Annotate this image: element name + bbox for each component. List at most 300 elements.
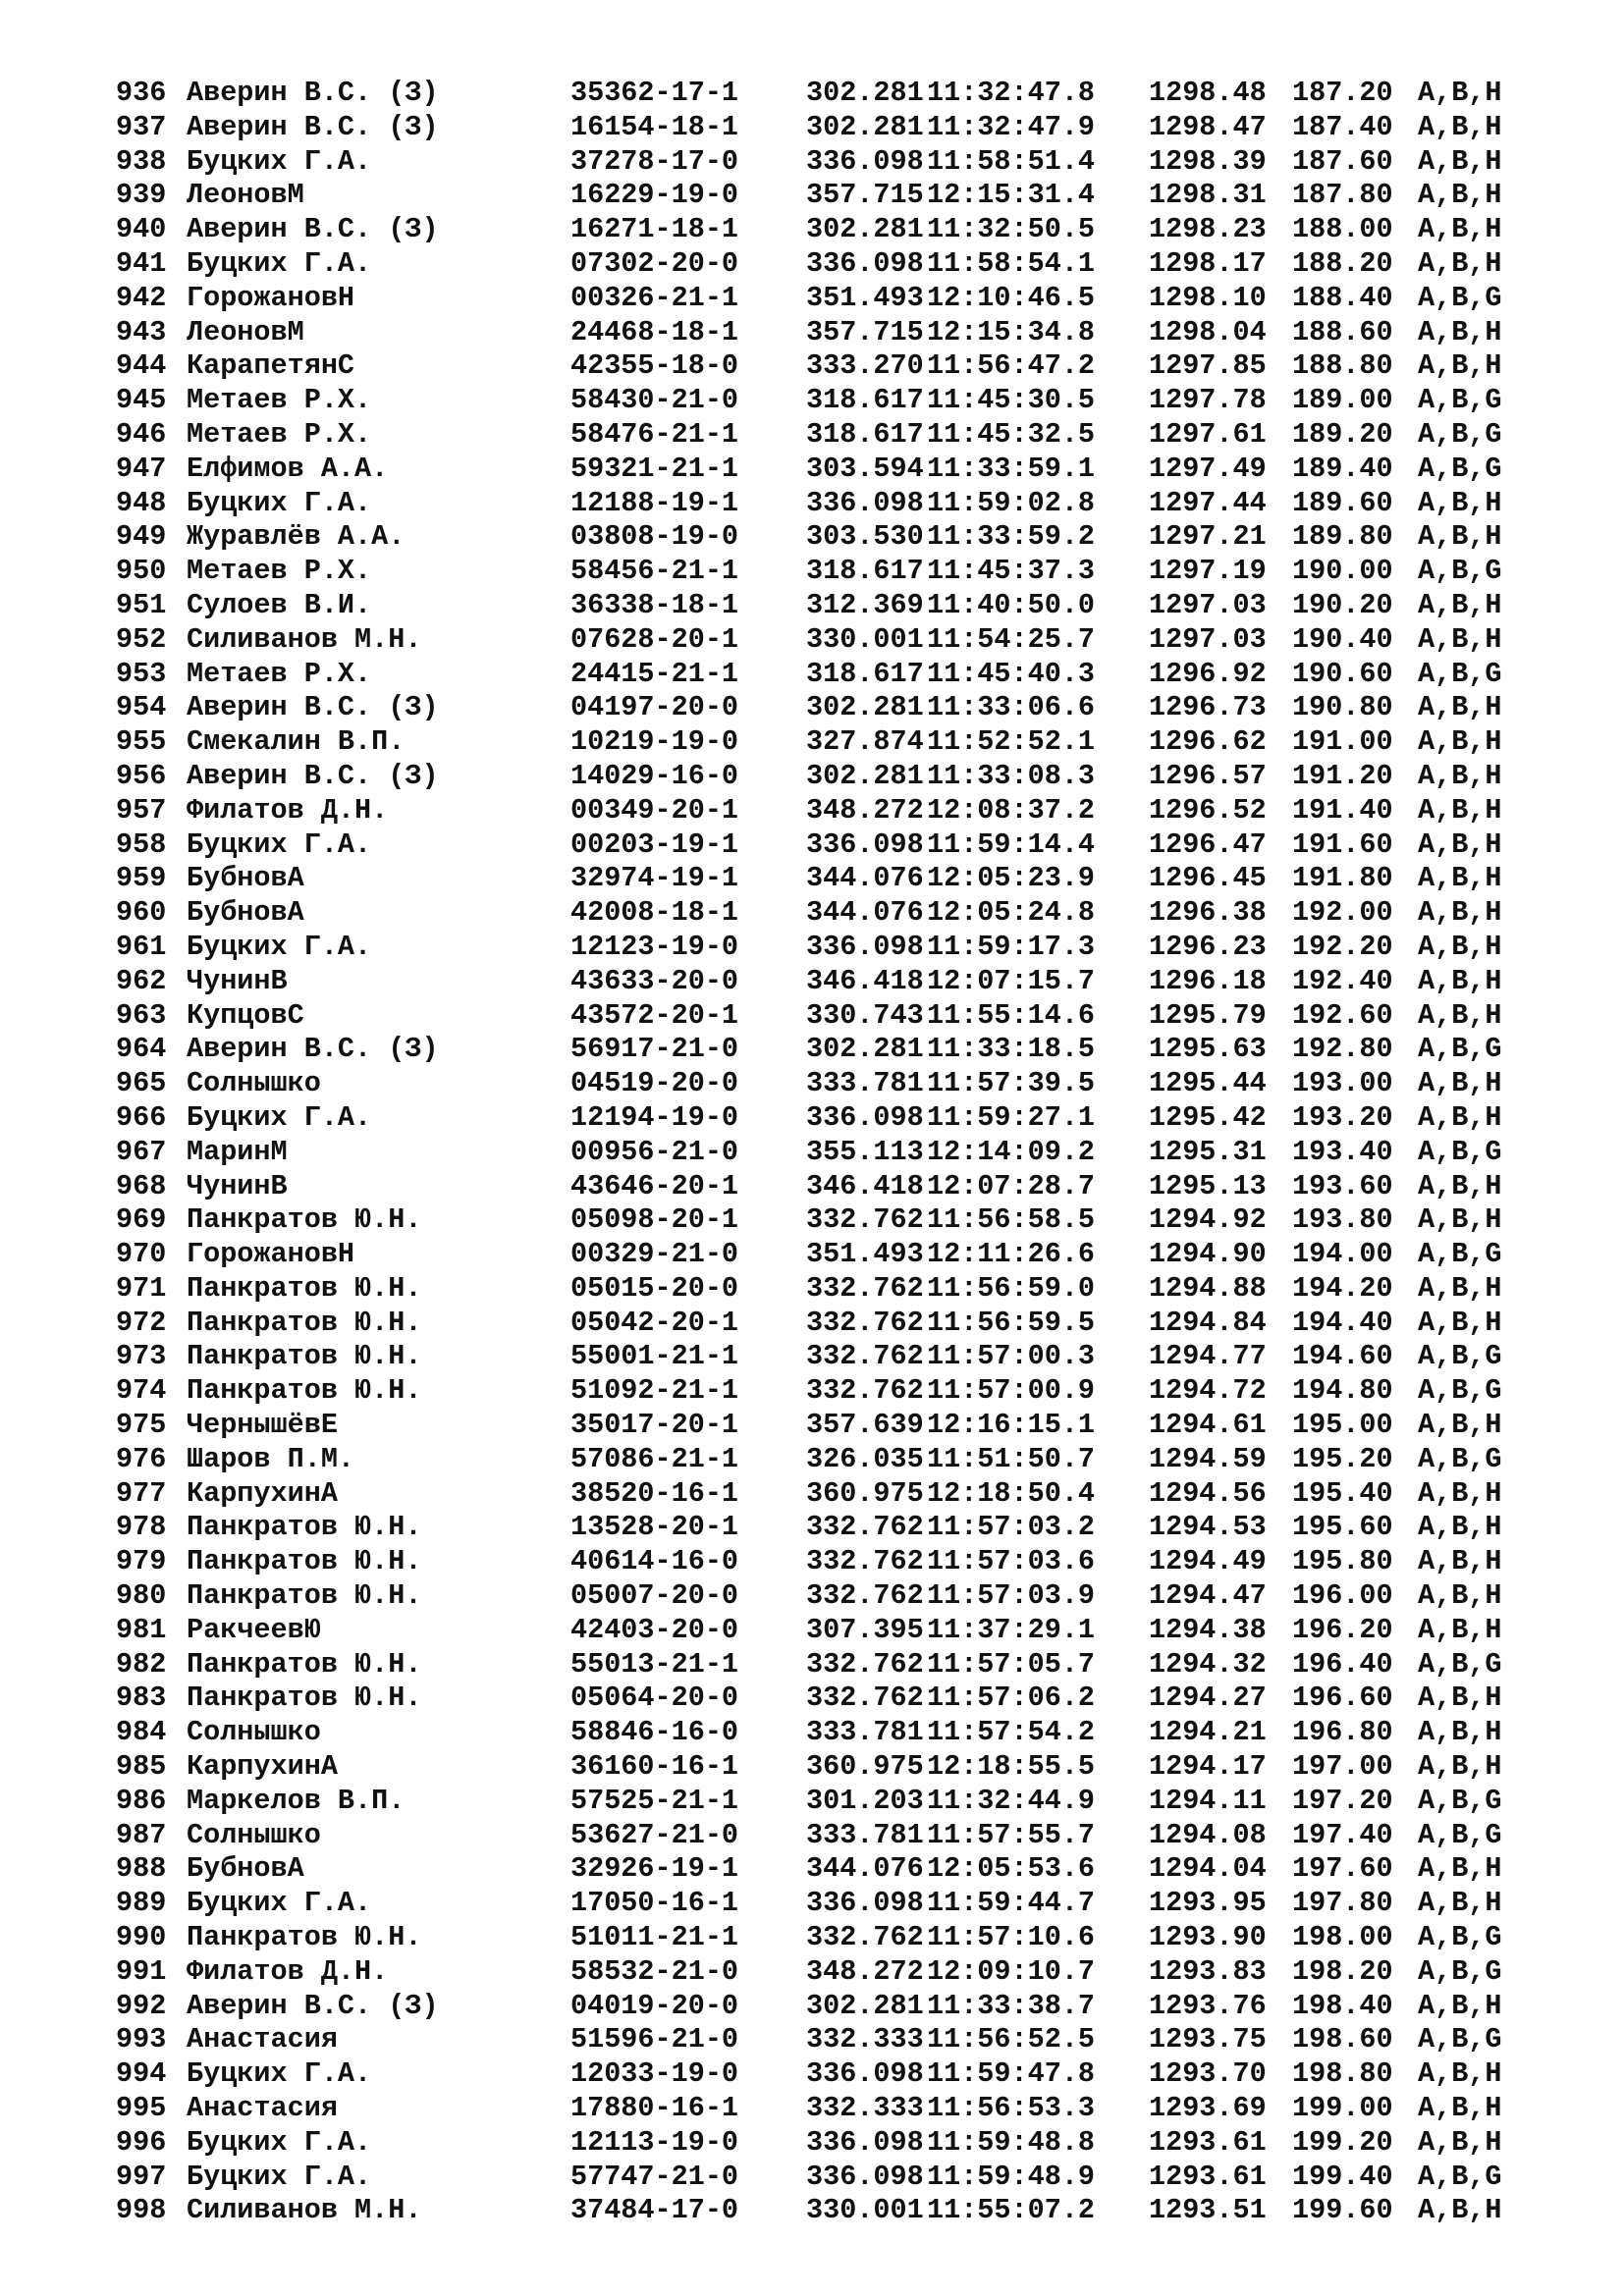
table-row [116,1067,1549,1101]
speed-cell: 1296.92 [1149,657,1267,690]
distance-cell: 357.715 [806,179,924,212]
groups-cell: A,B,H [1418,1852,1502,1886]
ring-code-cell: 42403-20-0 [570,1613,739,1646]
name-cell: Панкратов Ю.Н. [187,1203,422,1237]
name-cell: Смекалин В.П. [187,725,406,759]
rank-cell: 937 [116,110,167,143]
table-row [116,1921,1549,1955]
rank-cell: 976 [116,1442,167,1475]
distance-cell: 336.098 [806,930,924,963]
distance-cell: 360.975 [806,1476,924,1510]
name-cell: Аверин В.С. (З) [187,1033,439,1066]
rank-cell: 942 [116,281,167,314]
name-cell: Елфимов А.А. [187,452,389,485]
speed-cell: 1293.76 [1149,1989,1267,2022]
ring-code-cell: 37278-17-0 [570,144,739,178]
rank-cell: 992 [116,1989,167,2022]
table-row [116,247,1549,282]
rank-cell: 956 [116,759,167,792]
speed-cell: 1294.21 [1149,1716,1267,1749]
table-row [116,965,1549,999]
table-row [116,111,1549,145]
groups-cell: A,B,G [1418,1921,1502,1954]
groups-cell: A,B,H [1418,110,1502,143]
table-row [116,862,1549,896]
rank-cell: 955 [116,725,167,759]
name-cell: Буцких Г.А. [187,1100,372,1134]
groups-cell: A,B,G [1418,1647,1502,1681]
speed-cell: 1294.32 [1149,1647,1267,1681]
table-row [116,760,1549,794]
groups-cell: A,B,G [1418,2023,1502,2056]
rank-cell: 974 [116,1374,167,1408]
distance-cell: 348.272 [806,793,924,827]
table-row [116,520,1549,555]
table-row [116,896,1549,931]
distance-cell: 332.333 [806,2092,924,2125]
distance-cell: 355.113 [806,1135,924,1168]
speed-cell: 1296.73 [1149,691,1267,724]
name-cell: Панкратов Ю.Н. [187,1682,422,1715]
arrival-time-cell: 11:33:18.5 [927,1033,1096,1066]
name-cell: Солнышко [187,1818,321,1851]
points-cell: 197.20 [1292,1784,1393,1817]
speed-cell: 1295.63 [1149,1033,1267,1066]
arrival-time-cell: 12:10:46.5 [927,281,1096,314]
rank-cell: 990 [116,1921,167,1954]
distance-cell: 336.098 [806,828,924,861]
speed-cell: 1298.31 [1149,179,1267,212]
ring-code-cell: 13528-20-1 [570,1511,739,1544]
speed-cell: 1296.47 [1149,828,1267,861]
name-cell: Аверин В.С. (З) [187,759,439,792]
ring-code-cell: 51011-21-1 [570,1921,739,1954]
groups-cell: A,B,H [1418,1203,1502,1237]
table-row [116,1272,1549,1307]
distance-cell: 336.098 [806,2160,924,2193]
arrival-time-cell: 11:56:59.5 [927,1306,1096,1339]
points-cell: 193.40 [1292,1135,1393,1168]
distance-cell: 336.098 [806,2125,924,2159]
name-cell: Буцких Г.А. [187,2057,372,2091]
groups-cell: A,B,H [1418,1271,1502,1305]
rank-cell: 943 [116,315,167,348]
rank-cell: 962 [116,964,167,997]
table-row [116,487,1549,521]
ring-code-cell: 55001-21-1 [570,1340,739,1373]
points-cell: 187.80 [1292,179,1393,212]
speed-cell: 1297.03 [1149,622,1267,656]
points-cell: 191.80 [1292,862,1393,895]
ring-code-cell: 03808-19-0 [570,520,739,554]
points-cell: 188.20 [1292,246,1393,280]
arrival-time-cell: 12:15:31.4 [927,179,1096,212]
ring-code-cell: 51092-21-1 [570,1374,739,1408]
distance-cell: 301.203 [806,1784,924,1817]
name-cell: Силиванов М.Н. [187,622,422,656]
points-cell: 188.80 [1292,349,1393,383]
name-cell: Метаев Р.Х. [187,555,372,588]
speed-cell: 1294.49 [1149,1545,1267,1578]
arrival-time-cell: 12:05:23.9 [927,862,1096,895]
groups-cell: A,B,H [1418,1409,1502,1442]
ring-code-cell: 05064-20-0 [570,1682,739,1715]
points-cell: 195.80 [1292,1545,1393,1578]
name-cell: Журавлёв А.А. [187,520,406,554]
table-row [116,1340,1549,1374]
groups-cell: A,B,G [1418,1442,1502,1475]
speed-cell: 1294.92 [1149,1203,1267,1237]
groups-cell: A,B,H [1418,896,1502,930]
speed-cell: 1296.57 [1149,759,1267,792]
points-cell: 192.80 [1292,1033,1393,1066]
points-cell: 194.60 [1292,1340,1393,1373]
rank-cell: 977 [116,1476,167,1510]
name-cell: Аверин В.С. (З) [187,691,439,724]
distance-cell: 302.281 [806,759,924,792]
arrival-time-cell: 11:32:44.9 [927,1784,1096,1817]
arrival-time-cell: 11:54:25.7 [927,622,1096,656]
groups-cell: A,B,H [1418,1750,1502,1784]
groups-cell: A,B,H [1418,588,1502,621]
distance-cell: 336.098 [806,246,924,280]
speed-cell: 1298.17 [1149,246,1267,280]
distance-cell: 330.743 [806,998,924,1032]
distance-cell: 333.270 [806,349,924,383]
rank-cell: 966 [116,1100,167,1134]
distance-cell: 336.098 [806,2057,924,2091]
distance-cell: 330.001 [806,622,924,656]
groups-cell: A,B,G [1418,1135,1502,1168]
ring-code-cell: 10219-19-0 [570,725,739,759]
distance-cell: 336.098 [806,144,924,178]
groups-cell: A,B,H [1418,1579,1502,1613]
distance-cell: 332.762 [806,1511,924,1544]
ring-code-cell: 12188-19-1 [570,486,739,519]
table-row [116,1648,1549,1682]
rank-cell: 971 [116,1271,167,1305]
groups-cell: A,B,H [1418,2057,1502,2091]
name-cell: Панкратов Ю.Н. [187,1579,422,1613]
points-cell: 190.20 [1292,588,1393,621]
ring-code-cell: 16271-18-1 [570,213,739,246]
ring-code-cell: 42008-18-1 [570,896,739,930]
table-row [116,1101,1549,1136]
arrival-time-cell: 12:15:34.8 [927,315,1096,348]
speed-cell: 1294.56 [1149,1476,1267,1510]
groups-cell: A,B,H [1418,349,1502,383]
arrival-time-cell: 11:56:52.5 [927,2023,1096,2056]
name-cell: Буцких Г.А. [187,144,372,178]
ring-code-cell: 00326-21-1 [570,281,739,314]
name-cell: Солнышко [187,1716,321,1749]
groups-cell: A,B,G [1418,452,1502,485]
table-row [116,1750,1549,1785]
table-row [116,2194,1549,2228]
speed-cell: 1296.52 [1149,793,1267,827]
points-cell: 195.60 [1292,1511,1393,1544]
name-cell: КарпухинА [187,1750,338,1784]
ring-code-cell: 05007-20-0 [570,1579,739,1613]
ring-code-cell: 57086-21-1 [570,1442,739,1475]
table-row [116,1682,1549,1716]
speed-cell: 1295.79 [1149,998,1267,1032]
rank-cell: 950 [116,555,167,588]
arrival-time-cell: 11:55:07.2 [927,2194,1096,2227]
rank-cell: 940 [116,213,167,246]
speed-cell: 1298.47 [1149,110,1267,143]
points-cell: 187.40 [1292,110,1393,143]
points-cell: 197.40 [1292,1818,1393,1851]
groups-cell: A,B,H [1418,144,1502,178]
rank-cell: 969 [116,1203,167,1237]
name-cell: Аверин В.С. (З) [187,77,439,109]
distance-cell: 318.617 [806,555,924,588]
speed-cell: 1294.61 [1149,1409,1267,1442]
table-row [116,589,1549,623]
arrival-time-cell: 12:18:50.4 [927,1476,1096,1510]
name-cell: Анастасия [187,2023,338,2056]
ring-code-cell: 58456-21-1 [570,555,739,588]
table-row [116,1990,1549,2024]
rank-cell: 965 [116,1067,167,1100]
points-cell: 199.00 [1292,2092,1393,2125]
table-row [116,2161,1549,2195]
ring-code-cell: 05098-20-1 [570,1203,739,1237]
table-row [116,77,1549,111]
points-cell: 198.60 [1292,2023,1393,2056]
points-cell: 191.40 [1292,793,1393,827]
distance-cell: 336.098 [806,1887,924,1920]
arrival-time-cell: 11:45:30.5 [927,384,1096,417]
points-cell: 190.60 [1292,657,1393,690]
name-cell: ЛеоновМ [187,179,304,212]
table-row [116,213,1549,247]
distance-cell: 332.762 [806,1306,924,1339]
speed-cell: 1293.83 [1149,1954,1267,1988]
ring-code-cell: 32926-19-1 [570,1852,739,1886]
distance-cell: 346.418 [806,1169,924,1202]
rank-cell: 972 [116,1306,167,1339]
groups-cell: A,B,G [1418,1238,1502,1271]
name-cell: КарапетянС [187,349,355,383]
table-row [116,1614,1549,1648]
distance-cell: 318.617 [806,657,924,690]
table-row [116,1033,1549,1067]
speed-cell: 1294.47 [1149,1579,1267,1613]
distance-cell: 332.762 [806,1545,924,1578]
name-cell: Буцких Г.А. [187,2125,372,2159]
speed-cell: 1293.95 [1149,1887,1267,1920]
distance-cell: 332.762 [806,1579,924,1613]
points-cell: 192.20 [1292,930,1393,963]
ring-code-cell: 05015-20-0 [570,1271,739,1305]
table-row [116,1545,1549,1579]
name-cell: Маркелов В.П. [187,1784,406,1817]
name-cell: БубновА [187,862,304,895]
arrival-time-cell: 11:32:50.5 [927,213,1096,246]
arrival-time-cell: 11:59:48.9 [927,2160,1096,2193]
rank-cell: 980 [116,1579,167,1613]
distance-cell: 302.281 [806,1033,924,1066]
ring-code-cell: 12033-19-0 [570,2057,739,2091]
arrival-time-cell: 11:55:14.6 [927,998,1096,1032]
name-cell: Панкратов Ю.Н. [187,1511,422,1544]
name-cell: Панкратов Ю.Н. [187,1340,422,1373]
points-cell: 197.00 [1292,1750,1393,1784]
table-row [116,349,1549,384]
distance-cell: 344.076 [806,862,924,895]
arrival-time-cell: 11:57:03.6 [927,1545,1096,1578]
table-row [116,725,1549,760]
groups-cell: A,B,H [1418,793,1502,827]
rank-cell: 938 [116,144,167,178]
table-row [116,1819,1549,1853]
speed-cell: 1296.62 [1149,725,1267,759]
groups-cell: A,B,H [1418,725,1502,759]
name-cell: Буцких Г.А. [187,246,372,280]
name-cell: Буцких Г.А. [187,828,372,861]
rank-cell: 951 [116,588,167,621]
ring-code-cell: 35017-20-1 [570,1409,739,1442]
speed-cell: 1293.69 [1149,2092,1267,2125]
ring-code-cell: 43646-20-1 [570,1169,739,1202]
table-row [116,555,1549,589]
speed-cell: 1296.18 [1149,964,1267,997]
distance-cell: 303.530 [806,520,924,554]
arrival-time-cell: 11:56:58.5 [927,1203,1096,1237]
table-row [116,316,1549,350]
points-cell: 194.80 [1292,1374,1393,1408]
distance-cell: 302.281 [806,213,924,246]
arrival-time-cell: 11:32:47.8 [927,77,1096,109]
points-cell: 192.60 [1292,998,1393,1032]
points-cell: 198.00 [1292,1921,1393,1954]
ring-code-cell: 43572-20-1 [570,998,739,1032]
ring-code-cell: 24468-18-1 [570,315,739,348]
ring-code-cell: 00329-21-0 [570,1238,739,1271]
points-cell: 195.20 [1292,1442,1393,1475]
groups-cell: A,B,G [1418,1374,1502,1408]
table-row [116,1238,1549,1272]
table-row [116,384,1549,418]
speed-cell: 1293.75 [1149,2023,1267,2056]
ring-code-cell: 17880-16-1 [570,2092,739,2125]
name-cell: Панкратов Ю.Н. [187,1271,422,1305]
ring-code-cell: 40614-16-0 [570,1545,739,1578]
ring-code-cell: 00203-19-1 [570,828,739,861]
points-cell: 198.20 [1292,1954,1393,1988]
rank-cell: 960 [116,896,167,930]
speed-cell: 1297.61 [1149,417,1267,451]
ring-code-cell: 14029-16-0 [570,759,739,792]
distance-cell: 357.639 [806,1409,924,1442]
points-cell: 197.80 [1292,1887,1393,1920]
name-cell: Аверин В.С. (З) [187,213,439,246]
rank-cell: 952 [116,622,167,656]
rank-cell: 975 [116,1409,167,1442]
groups-cell: A,B,H [1418,1545,1502,1578]
ring-code-cell: 53627-21-0 [570,1818,739,1851]
groups-cell: A,B,G [1418,2160,1502,2193]
arrival-time-cell: 12:09:10.7 [927,1954,1096,1988]
groups-cell: A,B,H [1418,828,1502,861]
rank-cell: 982 [116,1647,167,1681]
speed-cell: 1294.53 [1149,1511,1267,1544]
rank-cell: 946 [116,417,167,451]
rank-cell: 986 [116,1784,167,1817]
name-cell: Панкратов Ю.Н. [187,1921,422,1954]
ring-code-cell: 00349-20-1 [570,793,739,827]
groups-cell: A,B,G [1418,555,1502,588]
ring-code-cell: 36338-18-1 [570,588,739,621]
ring-code-cell: 57525-21-1 [570,1784,739,1817]
rank-cell: 961 [116,930,167,963]
points-cell: 190.40 [1292,622,1393,656]
distance-cell: 351.493 [806,1238,924,1271]
groups-cell: A,B,H [1418,622,1502,656]
table-row [116,691,1549,725]
arrival-time-cell: 11:56:59.0 [927,1271,1096,1305]
distance-cell: 332.762 [806,1647,924,1681]
rank-cell: 936 [116,77,167,109]
groups-cell: A,B,H [1418,179,1502,212]
name-cell: ЧунинВ [187,1169,288,1202]
name-cell: Силиванов М.Н. [187,2194,422,2227]
name-cell: КарпухинА [187,1476,338,1510]
points-cell: 190.00 [1292,555,1393,588]
speed-cell: 1296.38 [1149,896,1267,930]
distance-cell: 302.281 [806,1989,924,2022]
points-cell: 189.40 [1292,452,1393,485]
rank-cell: 941 [116,246,167,280]
ring-code-cell: 35362-17-1 [570,77,739,109]
name-cell: Буцких Г.А. [187,486,372,519]
groups-cell: A,B,G [1418,1818,1502,1851]
groups-cell: A,B,G [1418,1033,1502,1066]
arrival-time-cell: 11:57:54.2 [927,1716,1096,1749]
distance-cell: 336.098 [806,1100,924,1134]
rank-cell: 988 [116,1852,167,1886]
arrival-time-cell: 12:08:37.2 [927,793,1096,827]
groups-cell: A,B,G [1418,417,1502,451]
rank-cell: 949 [116,520,167,554]
speed-cell: 1294.88 [1149,1271,1267,1305]
groups-cell: A,B,H [1418,1306,1502,1339]
rank-cell: 998 [116,2194,167,2227]
rank-cell: 984 [116,1716,167,1749]
distance-cell: 332.762 [806,1374,924,1408]
ring-code-cell: 57747-21-0 [570,2160,739,2193]
ring-code-cell: 16154-18-1 [570,110,739,143]
arrival-time-cell: 11:58:51.4 [927,144,1096,178]
speed-cell: 1294.08 [1149,1818,1267,1851]
arrival-time-cell: 11:45:40.3 [927,657,1096,690]
distance-cell: 318.617 [806,384,924,417]
rank-cell: 947 [116,452,167,485]
rank-cell: 983 [116,1682,167,1715]
points-cell: 195.40 [1292,1476,1393,1510]
name-cell: ЛеоновМ [187,315,304,348]
groups-cell: A,B,H [1418,246,1502,280]
arrival-time-cell: 11:33:06.6 [927,691,1096,724]
table-row [116,623,1549,658]
arrival-time-cell: 11:32:47.9 [927,110,1096,143]
speed-cell: 1298.10 [1149,281,1267,314]
distance-cell: 302.281 [806,77,924,109]
points-cell: 192.40 [1292,964,1393,997]
ring-code-cell: 36160-16-1 [570,1750,739,1784]
